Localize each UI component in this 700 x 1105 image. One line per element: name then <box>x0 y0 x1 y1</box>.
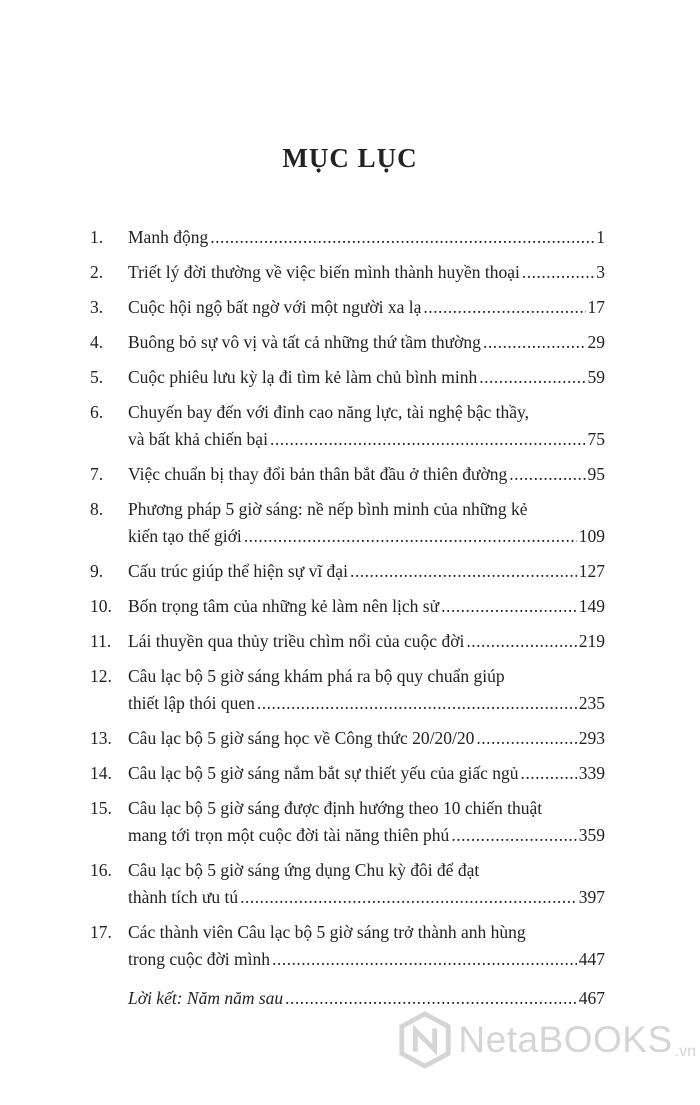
dot-leader <box>441 593 577 620</box>
dot-leader <box>423 294 585 321</box>
toc-entry <box>90 760 605 787</box>
toc-entry-title-line: Câu lạc bộ 5 giờ sáng ứng dụng Chu kỳ đôi để đạt <box>128 860 480 880</box>
toc-entry-page: 235 <box>578 693 605 713</box>
toc-entry <box>90 857 605 911</box>
watermark-brand: NetaBOOKS <box>458 1019 673 1060</box>
toc-entry-title: thành tích ưu tú <box>128 887 239 907</box>
toc-entry-title: mang tới trọn một cuộc đời tài năng thiên phú <box>128 825 450 845</box>
toc-entry-page: 397 <box>578 887 605 907</box>
dot-leader <box>521 760 577 787</box>
toc-entry <box>90 558 605 585</box>
toc-entry-page: 447 <box>578 949 605 969</box>
toc-epilogue <box>90 985 605 1012</box>
toc-entry-number: 12. <box>90 666 112 686</box>
dot-leader <box>476 725 576 752</box>
toc-entry-title: Buông bỏ sự vô vị và tất cả những thứ tầm thường <box>128 332 481 352</box>
toc-entry-title: Cuộc hội ngộ bất ngờ với một người xa lạ <box>128 297 422 317</box>
watermark-suffix: .vn <box>674 1043 696 1060</box>
dot-leader <box>466 628 576 655</box>
toc-entry-title: trong cuộc đời mình <box>128 949 270 969</box>
toc-entry-title: Việc chuẩn bị thay đổi bản thân bắt đầu ở thiên đường <box>128 464 508 484</box>
epilogue-page: 467 <box>578 988 605 1008</box>
toc-entry-number: 8. <box>90 499 104 519</box>
dot-leader <box>272 946 577 973</box>
toc-entry-title: Manh động <box>128 227 209 247</box>
toc-entry-page: 29 <box>587 332 605 352</box>
watermark <box>396 1011 696 1069</box>
toc-entry-number: 6. <box>90 402 104 422</box>
dot-leader <box>244 523 577 550</box>
toc-entry-number: 5. <box>90 367 104 387</box>
toc-entry <box>90 329 605 356</box>
dot-leader <box>479 364 585 391</box>
netabooks-logo-icon <box>396 1011 454 1069</box>
toc-entry-title-line: Các thành viên Câu lạc bộ 5 giờ sáng trở thành anh hùng <box>128 922 526 942</box>
toc-entry <box>90 628 605 655</box>
toc-entry-title: Triết lý đời thường về việc biến mình thành huyền thoại <box>128 262 520 282</box>
toc-entry-number: 9. <box>90 561 104 581</box>
toc-entry-title: Cuộc phiêu lưu kỳ lạ đi tìm kẻ làm chủ bình minh <box>128 367 478 387</box>
toc-entry <box>90 593 605 620</box>
dot-leader <box>210 224 594 251</box>
toc-entry <box>90 663 605 717</box>
toc-entry <box>90 399 605 453</box>
toc-entry-title-line: Phương pháp 5 giờ sáng: nề nếp bình minh của những kẻ <box>128 499 528 519</box>
toc-entry-number: 14. <box>90 763 112 783</box>
table-of-contents <box>90 224 605 1012</box>
dot-leader <box>350 558 577 585</box>
dot-leader <box>270 426 586 453</box>
toc-entry-page: 127 <box>578 561 605 581</box>
dot-leader <box>522 259 594 286</box>
toc-entry-page: 339 <box>578 763 605 783</box>
toc-entry-number: 2. <box>90 262 104 282</box>
dot-leader <box>509 461 585 488</box>
toc-entry-page: 219 <box>578 631 605 651</box>
toc-entry-title: Bốn trọng tâm của những kẻ làm nên lịch sử <box>128 596 440 616</box>
toc-entry-title: và bất khả chiến bại <box>128 429 268 449</box>
toc-entry <box>90 795 605 849</box>
toc-entry-page: 17 <box>587 297 605 317</box>
dot-leader <box>240 884 577 911</box>
toc-entry-title: Câu lạc bộ 5 giờ sáng học về Công thức 20/20/20 <box>128 728 475 748</box>
toc-entry-page: 95 <box>587 464 605 484</box>
toc-entry-number: 7. <box>90 464 104 484</box>
epilogue-title: Lời kết: Năm năm sau <box>128 988 284 1008</box>
toc-entry-page: 1 <box>596 227 605 247</box>
toc-entry-page: 109 <box>578 526 605 546</box>
toc-entry-title-line: Chuyến bay đến với đỉnh cao năng lực, tài nghệ bậc thầy, <box>128 402 530 422</box>
toc-entry-page: 293 <box>578 728 605 748</box>
toc-entry-number: 3. <box>90 297 104 317</box>
toc-entry-page: 359 <box>578 825 605 845</box>
toc-entry-title: Cấu trúc giúp thể hiện sự vĩ đại <box>128 561 348 581</box>
dot-leader <box>257 690 577 717</box>
toc-entry <box>90 224 605 251</box>
toc-entry-number: 17. <box>90 922 112 942</box>
toc-entry-number: 4. <box>90 332 104 352</box>
dot-leader <box>451 822 576 849</box>
toc-entry <box>90 725 605 752</box>
toc-entry <box>90 461 605 488</box>
toc-entry-number: 10. <box>90 596 112 616</box>
toc-entry <box>90 259 605 286</box>
toc-entry-title: Câu lạc bộ 5 giờ sáng nắm bắt sự thiết yếu của giấc ngủ <box>128 763 519 783</box>
toc-entry-number: 11. <box>90 631 112 651</box>
toc-entry-number: 15. <box>90 798 112 818</box>
toc-entry-page: 149 <box>578 596 605 616</box>
toc-entry-page: 3 <box>596 262 605 282</box>
toc-entry-title: kiến tạo thế giới <box>128 526 242 546</box>
toc-entry-page: 59 <box>587 367 605 387</box>
toc-entry-title: thiết lập thói quen <box>128 693 255 713</box>
toc-entry <box>90 919 605 973</box>
toc-entry-number: 13. <box>90 728 112 748</box>
toc-entry-number: 16. <box>90 860 112 880</box>
toc-entry-title-line: Câu lạc bộ 5 giờ sáng được định hướng theo 10 chiến thuật <box>128 798 543 818</box>
toc-entry-title: Lái thuyền qua thủy triều chìm nổi của cuộc đời <box>128 631 465 651</box>
page-title: MỤC LỤC <box>282 143 418 173</box>
dot-leader <box>285 985 577 1012</box>
toc-entry <box>90 294 605 321</box>
toc-entry <box>90 364 605 391</box>
toc-entry <box>90 496 605 550</box>
dot-leader <box>483 329 586 356</box>
toc-entry-page: 75 <box>587 429 605 449</box>
toc-entry-title-line: Câu lạc bộ 5 giờ sáng khám phá ra bộ quy chuẩn giúp <box>128 666 505 686</box>
toc-entry-number: 1. <box>90 227 104 247</box>
